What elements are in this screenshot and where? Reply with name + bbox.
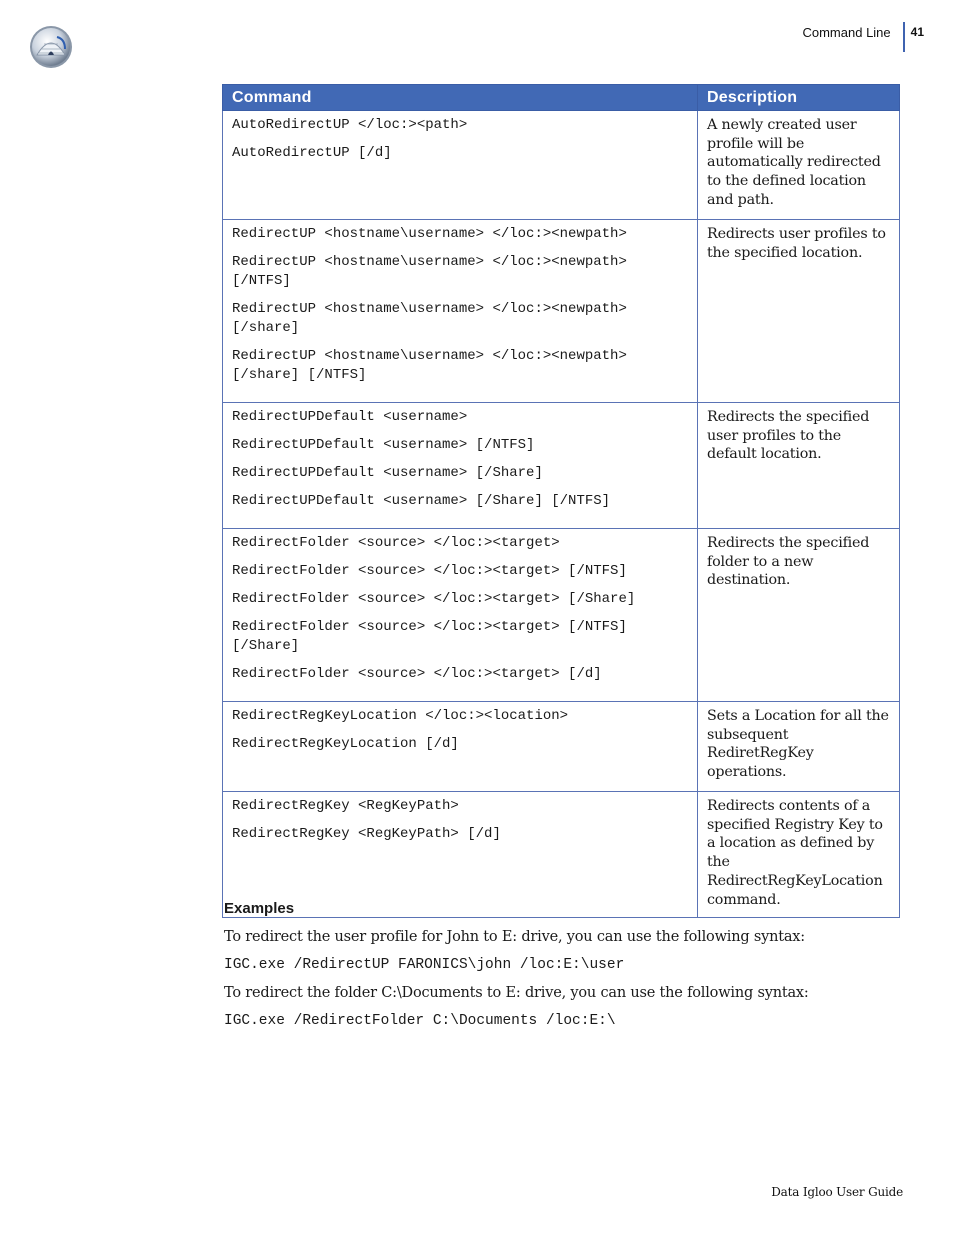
example-code: IGC.exe /RedirectFolder C:\Documents /loc:E:\ bbox=[224, 1013, 616, 1029]
header-divider bbox=[903, 22, 905, 52]
description-cell bbox=[698, 792, 900, 918]
command-syntax: RedirectRegKey <RegKeyPath> [/d] bbox=[232, 826, 501, 842]
command-syntax: AutoRedirectUP </loc:><path> bbox=[232, 117, 468, 133]
command-syntax: RedirectFolder <source> </loc:><target> [/NTFS] bbox=[232, 563, 627, 579]
examples-section bbox=[224, 900, 904, 1039]
command-syntax: RedirectRegKey <RegKeyPath> bbox=[232, 798, 459, 814]
command-syntax: RedirectUP <hostname\username> </loc:><newpath> bbox=[232, 226, 627, 242]
table-row bbox=[223, 403, 900, 529]
command-syntax: RedirectUP <hostname\username> </loc:><newpath> [/NTFS] bbox=[232, 254, 636, 289]
command-cell bbox=[223, 220, 698, 403]
column-header-command: Command bbox=[223, 85, 698, 111]
command-description: A newly created user profile will be automatically redirected to the defined location and path. bbox=[707, 117, 881, 208]
table-row bbox=[223, 702, 900, 792]
footer-guide-title: Data Igloo User Guide bbox=[771, 1185, 903, 1199]
description-cell bbox=[698, 220, 900, 403]
command-description: Redirects user profiles to the specified location. bbox=[707, 226, 886, 261]
command-cell bbox=[223, 403, 698, 529]
description-cell bbox=[698, 702, 900, 792]
command-cell bbox=[223, 792, 698, 918]
example-description: To redirect the user profile for John to E: drive, you can use the following syntax: bbox=[224, 929, 805, 945]
command-description: Redirects contents of a specified Registry Key to a location as defined by the RedirectRegKeyLocation command. bbox=[707, 798, 883, 908]
table-row bbox=[223, 529, 900, 702]
command-table bbox=[222, 84, 900, 918]
command-syntax: RedirectUPDefault <username> [/Share] bbox=[232, 465, 543, 481]
command-description: Sets a Location for all the subsequent RediretRegKey operations. bbox=[707, 708, 889, 781]
command-syntax: RedirectUPDefault <username> [/Share] [/NTFS] bbox=[232, 493, 611, 509]
description-cell bbox=[698, 529, 900, 702]
example-code: IGC.exe /RedirectUP FARONICS\john /loc:E:\user bbox=[224, 957, 625, 973]
command-syntax: RedirectFolder <source> </loc:><target> [/d] bbox=[232, 666, 602, 682]
command-syntax: RedirectUP <hostname\username> </loc:><newpath> [/share] [/NTFS] bbox=[232, 348, 636, 383]
command-description: Redirects the specified folder to a new destination. bbox=[707, 535, 870, 589]
description-cell bbox=[698, 403, 900, 529]
command-cell bbox=[223, 529, 698, 702]
section-title: Command Line bbox=[802, 25, 891, 40]
command-syntax: AutoRedirectUP [/d] bbox=[232, 145, 392, 161]
example-description: To redirect the folder C:\Documents to E: drive, you can use the following syntax: bbox=[224, 985, 809, 1001]
table-row bbox=[223, 792, 900, 918]
column-header-description: Description bbox=[698, 85, 900, 111]
command-cell bbox=[223, 111, 698, 220]
command-syntax: RedirectUP <hostname\username> </loc:><newpath> [/share] bbox=[232, 301, 636, 336]
command-syntax: RedirectFolder <source> </loc:><target> bbox=[232, 535, 560, 551]
page-header bbox=[802, 22, 924, 52]
igloo-logo-icon bbox=[29, 25, 73, 69]
examples-heading: Examples bbox=[224, 900, 295, 917]
command-description: Redirects the specified user profiles to the default location. bbox=[707, 409, 870, 463]
command-syntax: RedirectUPDefault <username> [/NTFS] bbox=[232, 437, 535, 453]
page-number: 41 bbox=[910, 25, 924, 39]
command-cell bbox=[223, 702, 698, 792]
table-header-row bbox=[223, 85, 900, 111]
description-cell bbox=[698, 111, 900, 220]
command-syntax: RedirectFolder <source> </loc:><target> [/NTFS] [/Share] bbox=[232, 619, 636, 654]
command-syntax: RedirectRegKeyLocation </loc:><location> bbox=[232, 708, 569, 724]
command-syntax: RedirectFolder <source> </loc:><target> [/Share] bbox=[232, 591, 636, 607]
command-syntax: RedirectUPDefault <username> bbox=[232, 409, 468, 425]
table-row bbox=[223, 111, 900, 220]
command-syntax: RedirectRegKeyLocation [/d] bbox=[232, 736, 459, 752]
table-row bbox=[223, 220, 900, 403]
